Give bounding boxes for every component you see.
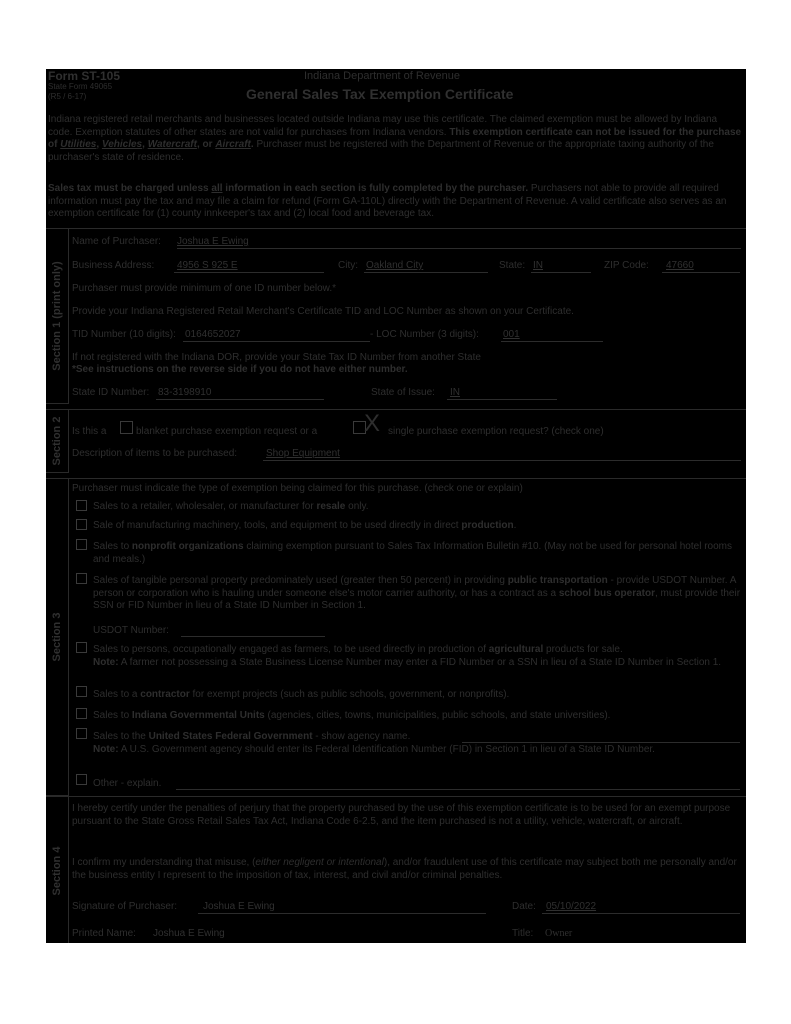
form-number: Form ST-105 bbox=[48, 69, 121, 83]
provide-tid-note: Provide your Indiana Registered Retail Merchant's Certificate TID and LOC Number as shown on your Certificate. bbox=[72, 306, 574, 317]
state-id-label: State ID Number: bbox=[72, 387, 150, 398]
exemption-option-governmental-units: Sales to Indiana Governmental Units (agencies, cities, towns, municipalities, public schools, and state universities). bbox=[93, 710, 611, 721]
usdot-number-label: USDOT Number: bbox=[93, 625, 169, 636]
contractor-checkbox[interactable] bbox=[76, 686, 87, 697]
page-title: General Sales Tax Exemption Certificate bbox=[246, 86, 514, 102]
state-form-number: State Form 49065 bbox=[48, 82, 113, 91]
single-option-label: single purchase exemption request? (check one) bbox=[388, 426, 604, 437]
zip-field[interactable]: 47660 bbox=[666, 260, 694, 271]
business-address-field[interactable]: 4956 S 925 E bbox=[177, 260, 238, 271]
items-description-label: Description of items to be purchased: bbox=[72, 448, 238, 459]
business-address-label: Business Address: bbox=[72, 260, 155, 271]
single-purchase-check-mark: X bbox=[364, 410, 381, 437]
zip-line bbox=[662, 272, 740, 273]
blanket-option-label: blanket purchase exemption request or a bbox=[136, 426, 318, 437]
items-description-line bbox=[263, 460, 741, 461]
intro-paragraph-2: Sales tax must be charged unless all information in each section is fully completed by the purchaser. Purchasers not able to provide all required information must pay the tax and may file a claim for refund (Form GA-110L) directly with the Department of Revenue. A valid certificate also serves as an exemption certificate for (1) county innkeeper's tax and (2) local food and beverage tax. bbox=[48, 183, 727, 220]
purchaser-name-label: Name of Purchaser: bbox=[72, 236, 161, 247]
state-line bbox=[531, 272, 591, 273]
loc-line bbox=[501, 341, 603, 342]
exemption-option-contractor: Sales to a contractor for exempt projects (such as public schools, government, or nonprofits). bbox=[93, 689, 510, 700]
exemption-certificate-form bbox=[46, 69, 746, 943]
section-3-tab: Section 3 bbox=[46, 478, 69, 796]
other-checkbox[interactable] bbox=[76, 774, 87, 785]
exemption-type-intro: Purchaser must indicate the type of exemption being claimed for this purchase. (check one or explain) bbox=[72, 483, 523, 494]
agency-name-field[interactable] bbox=[462, 742, 740, 743]
date-label: Date: bbox=[512, 901, 536, 912]
signature-field[interactable]: Joshua E Ewing bbox=[203, 901, 275, 912]
state-id-line bbox=[156, 399, 324, 400]
misuse-confirmation: I confirm my understanding that misuse, (either negligent or intentional), and/or fraudulent use of this certificate may subject both me personally and/or the business entity I represent to the imposition of tax, interest, and civil and/or criminal penalties. bbox=[72, 857, 737, 881]
tid-line bbox=[183, 341, 370, 342]
usdot-number-field[interactable] bbox=[181, 636, 325, 637]
state-of-issue-field[interactable]: IN bbox=[450, 387, 460, 398]
exemption-option-production: Sale of manufacturing machinery, tools, and equipment to be used directly in direct production. bbox=[93, 520, 517, 531]
tid-field[interactable]: 0164652027 bbox=[185, 329, 241, 340]
date-field[interactable]: 05/10/2022 bbox=[546, 901, 597, 912]
see-instructions-note: *See instructions on the reverse side if you do not have either number. bbox=[72, 364, 408, 375]
city-line bbox=[364, 272, 488, 273]
state-id-field[interactable]: 83-3198910 bbox=[158, 387, 212, 398]
purchaser-name-field[interactable]: Joshua E Ewing bbox=[177, 236, 249, 247]
state-of-issue-label: State of Issue: bbox=[371, 387, 435, 398]
exemption-option-public-transportation: Sales of tangible personal property predominately used (greater then 50 percent) in providing public transportation - provide USDOT Number. A person or corporation who is hauling under someone else's motor carrier authority, or has a contract as a school bus operator, must provide their SSN or FID Number in lieu of a State ID Number in Section 1. bbox=[93, 575, 741, 612]
title-field[interactable]: Owner bbox=[545, 928, 573, 939]
intro-paragraph-1: Indiana registered retail merchants and businesses located outside Indiana may use this certificate. The claimed exemption must be allowed by Indiana code. Exemption statutes of other states are not valid for purchases from Indiana vendors. This exemption certificate can not be issued for the purchase of Utilities, Vehicles, Watercraft, or Aircraft. Purchaser must be registered with the Department of Revenue or the appropriate taxing authority of the purchaser's state of residence. bbox=[48, 114, 742, 163]
items-description-field[interactable]: Shop Equipment bbox=[266, 448, 340, 459]
section-1-tab: Section 1 (print only) bbox=[46, 228, 69, 404]
exemption-option-resale: Sales to a retailer, wholesaler, or manufacturer for resale only. bbox=[93, 501, 369, 512]
city-field[interactable]: Oakland City bbox=[366, 260, 424, 271]
state-field[interactable]: IN bbox=[533, 260, 543, 271]
request-type-question: Is this a bbox=[72, 426, 107, 437]
exemption-option-other: Other - explain. bbox=[93, 778, 162, 789]
public-transportation-checkbox[interactable] bbox=[76, 573, 87, 584]
signature-label: Signature of Purchaser: bbox=[72, 901, 178, 912]
nonprofit-checkbox[interactable] bbox=[76, 539, 87, 550]
other-explain-field[interactable] bbox=[176, 789, 740, 790]
section-4-top-border bbox=[46, 796, 746, 797]
loc-label: - LOC Number (3 digits): bbox=[370, 329, 479, 340]
exemption-option-federal-government: Sales to the United States Federal Government - show agency name. Note: A U.S. Government agency should enter its Federal Identification Number (FID) in Section 1 in lieu of a State ID Number. bbox=[93, 731, 655, 755]
state-of-issue-line bbox=[447, 399, 557, 400]
section-3-top-border bbox=[46, 478, 746, 479]
zip-label: ZIP Code: bbox=[604, 260, 649, 271]
section-2-tab: Section 2 bbox=[46, 409, 69, 473]
date-line bbox=[542, 913, 740, 914]
printed-name-field[interactable]: Joshua E Ewing bbox=[153, 928, 225, 939]
federal-government-checkbox[interactable] bbox=[76, 728, 87, 739]
section-2-top-border bbox=[46, 409, 746, 410]
production-checkbox[interactable] bbox=[76, 519, 87, 530]
revision: (R5 / 6-17) bbox=[48, 92, 87, 101]
purchaser-name-line bbox=[177, 248, 741, 249]
section-4-tab: Section 4 bbox=[46, 796, 69, 943]
exemption-option-agricultural: Sales to persons, occupationally engaged as farmers, to be used directly in production of agricultural products for sale. Note: A farmer not possessing a State Business License Number may enter a FID Number or a SSN in lieu of a State ID Number in Section 1. bbox=[93, 644, 722, 668]
city-label: City: bbox=[338, 260, 358, 271]
printed-name-label: Printed Name: bbox=[72, 928, 136, 939]
not-registered-note: If not registered with the Indiana DOR, provide your State Tax ID Number from another State bbox=[72, 352, 481, 363]
blanket-purchase-checkbox[interactable] bbox=[120, 421, 133, 434]
resale-checkbox[interactable] bbox=[76, 500, 87, 511]
signature-line bbox=[198, 913, 486, 914]
min-id-note: Purchaser must provide minimum of one ID number below.* bbox=[72, 283, 337, 294]
exemption-option-nonprofit: Sales to nonprofit organizations claiming exemption pursuant to Sales Tax Information Bulletin #10. (May not be used for personal hotel rooms and meals.) bbox=[93, 541, 732, 565]
section-1-top-border bbox=[46, 228, 746, 229]
agency-name: Indiana Department of Revenue bbox=[304, 70, 460, 82]
loc-field[interactable]: 001 bbox=[503, 329, 520, 340]
certification-statement: I hereby certify under the penalties of perjury that the property purchased by the use of this exemption certificate is to be used for an exempt purpose pursuant to the State Gross Retail Sales Tax Act, Indiana Code 6-2.5, and the item purchased is not a utility, vehicle, watercraft, or aircraft. bbox=[72, 803, 731, 827]
agricultural-checkbox[interactable] bbox=[76, 642, 87, 653]
governmental-units-checkbox[interactable] bbox=[76, 708, 87, 719]
tid-label: TID Number (10 digits): bbox=[72, 329, 176, 340]
state-label: State: bbox=[499, 260, 526, 271]
address-line bbox=[174, 272, 324, 273]
title-label: Title: bbox=[512, 928, 534, 939]
